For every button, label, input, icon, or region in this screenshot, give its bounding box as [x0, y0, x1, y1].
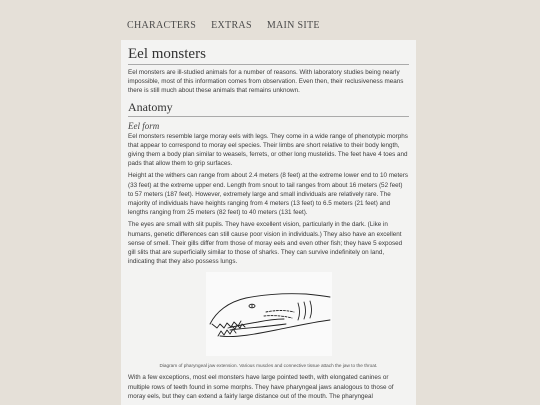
jaw-diagram-image: [206, 272, 332, 356]
subsection-heading-eel-form: Eel form: [128, 120, 160, 131]
top-nav: [127, 20, 320, 31]
paragraph-body-form: Eel monsters resemble large moray eels with legs. They come in a wide range of phenotypic morphs that appear to correspond to moray eel species. Their limbs are short relative to their body length, giving them a body plan similar to weasels, ferrets, or other long mustelids. The feet have 4 toes and pads that allow them to grip surfaces.: [128, 132, 408, 168]
jaw-diagram-figure: [128, 272, 409, 369]
intro-paragraph: Eel monsters are ill-studied animals for a number of reasons. With laboratory studies being nearly impossible, most of this information comes from observation. Even then, their reclusiveness means there is still much about these animals that remains unknown.: [128, 69, 404, 95]
section-heading-anatomy: Anatomy: [128, 100, 409, 117]
paragraph-size: Height at the withers can range from about 2.4 meters (8 feet) at the extreme lower end to 10 meters (33 feet) at the extreme upper end. Length from snout to tail ranges from about 16 meters (52 feet) to 57 meters (187 feet). However, extremely large and small individuals are relatively rare. The majority of individuals have heights ranging from 4 meters (13 feet) to 6.5 meters (21 feet) and lengths ranging from 25 meters (82 feet) to 40 meters (131 feet).: [128, 172, 409, 217]
content-panel: [121, 40, 416, 405]
eel-jaw-drawing: [206, 272, 332, 356]
paragraph-senses: The eyes are small with slit pupils. They have excellent vision, particularly in the dark. (Like in humans, genetic differences can still cause poor vision in individuals.) They also have an excellent sense of smell. Their gills differ from those of moray eels and even other fish; they have 5 exposed gill slits that are superficially similar to those of sharks. They can survive indefinitely on land, indicating that they also possess lungs.: [128, 221, 403, 266]
paragraph-teeth: With a few exceptions, most eel monsters have large pointed teeth, with elongated canines or multiple rows of teeth found in some morphs. They have pharyngeal jaws analogous to those of moray eels, but they can extend a fairly large distance out of the mouth. The pharyngeal: [128, 374, 394, 400]
figure-caption: Diagram of pharyngeal jaw extension. Various muscles and connective tissue attach the jaw to the throat.: [159, 363, 378, 369]
nav-extras[interactable]: EXTRAS: [211, 20, 252, 31]
nav-characters[interactable]: CHARACTERS: [127, 20, 197, 31]
nav-main-site[interactable]: MAIN SITE: [266, 20, 320, 31]
page-title: Eel monsters: [128, 46, 409, 65]
